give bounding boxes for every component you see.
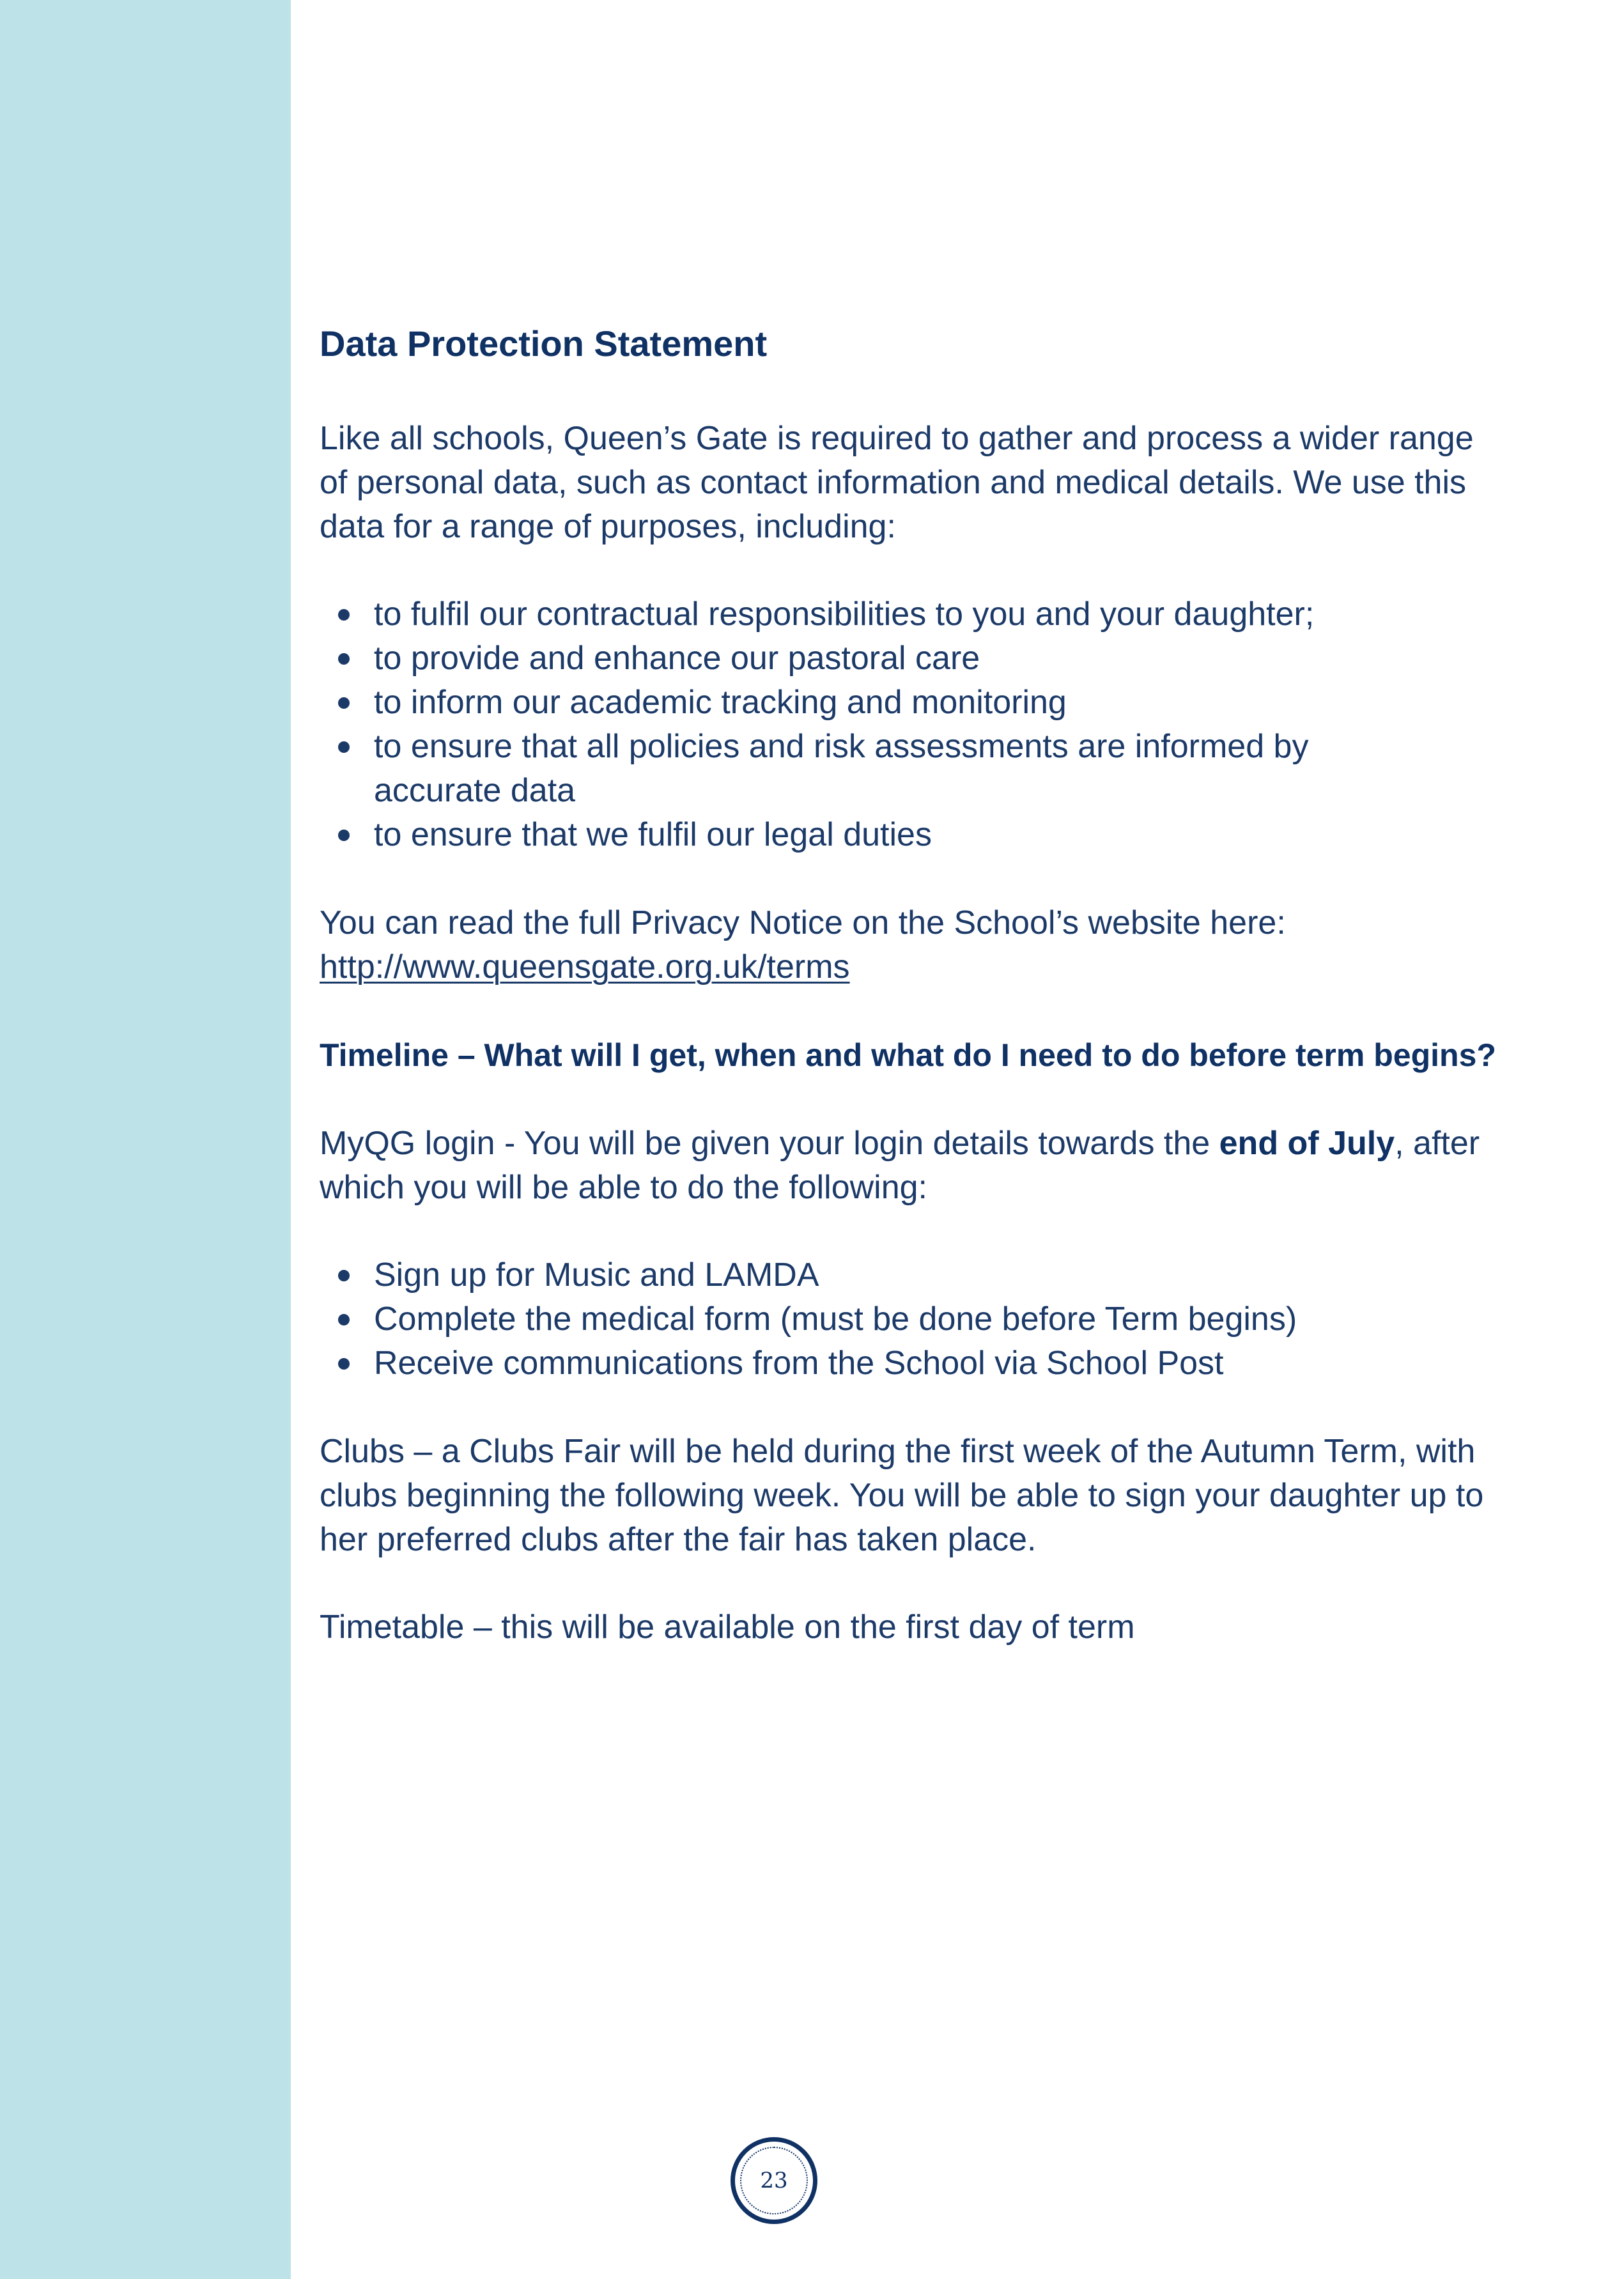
privacy-text: You can read the full Privacy Notice on the School’s website here:: [320, 904, 1286, 941]
myqg-text: [320, 1122, 1540, 1210]
clubs-line: her preferred clubs after the fair has taken place.: [320, 1521, 1037, 1558]
list-item: Sign up for Music and LAMDA: [320, 1253, 1553, 1297]
myqg-paragraph: [320, 1122, 1553, 1210]
intro-paragraph: [320, 417, 1553, 549]
clubs-line: clubs beginning the following week. You will be able to sign your daughter up to: [320, 1477, 1484, 1514]
page-number-badge: [731, 2137, 817, 2224]
myqg-text-before: MyQG login - You will be given your login details towards the: [320, 1125, 1219, 1162]
myqg-text-after: , after which you will be able to do the following:: [320, 1125, 1480, 1206]
intro-line: of personal data, such as contact information and medical details. We use this: [320, 464, 1467, 501]
list-item: to provide and enhance our pastoral care: [320, 637, 1553, 681]
list-item: Receive communications from the School via School Post: [320, 1341, 1553, 1386]
list-item: to inform our academic tracking and monitoring: [320, 681, 1553, 725]
intro-line: Like all schools, Queen’s Gate is required to gather and process a wider range: [320, 420, 1474, 457]
clubs-line: Clubs – a Clubs Fair will be held during the first week of the Autumn Term, with: [320, 1433, 1476, 1470]
privacy-notice-link[interactable]: http://www.queensgate.org.uk/terms: [320, 948, 850, 985]
page-number: 23: [740, 2147, 808, 2214]
intro-line: data for a range of purposes, including:: [320, 508, 896, 545]
clubs-paragraph: [320, 1430, 1553, 1562]
list-item: to ensure that we fulfil our legal duties: [320, 813, 1553, 857]
list-item: to ensure that all policies and risk assessments are informed by accurate data: [320, 725, 1553, 813]
timeline-heading: Timeline – What will I get, when and what do I need to do before term begins?: [320, 1037, 1496, 1073]
myqg-date: end of July: [1219, 1125, 1395, 1162]
timetable-text: Timetable – this will be available on the first day of term: [320, 1609, 1135, 1646]
sidebar-band: [0, 0, 291, 2279]
privacy-paragraph: [320, 901, 1553, 989]
timetable-paragraph: [320, 1605, 1553, 1649]
purposes-list: [320, 592, 1553, 857]
list-item: Complete the medical form (must be done before Term begins): [320, 1297, 1553, 1341]
myqg-list: [320, 1253, 1553, 1386]
page-title: Data Protection Statement: [320, 323, 768, 364]
list-item: to fulfil our contractual responsibilities to you and your daughter;: [320, 592, 1553, 637]
